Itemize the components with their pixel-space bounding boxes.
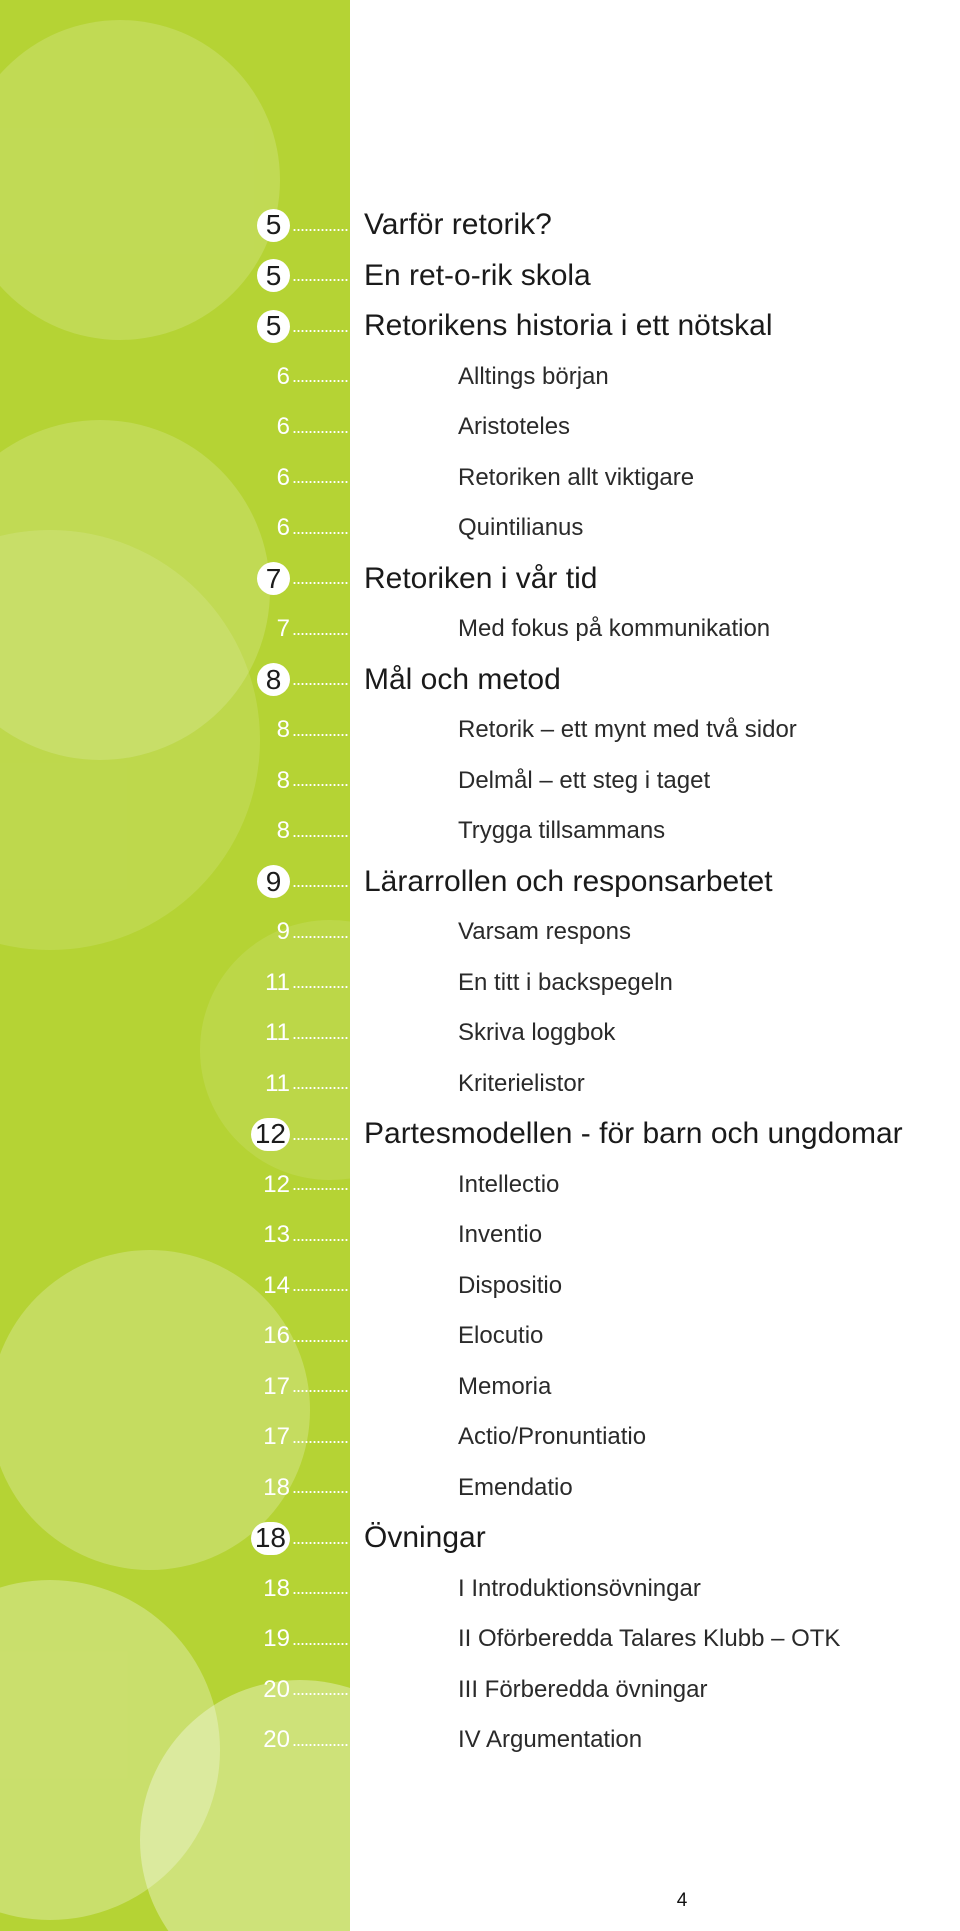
toc-leader-dots: .............. [291,265,348,286]
toc-leader-dots: .............. [291,1426,348,1447]
toc-leader-dots: .............. [291,416,348,437]
toc-entry-title: En titt i backspegeln [458,968,673,996]
toc-entry-title: Intellectio [458,1170,560,1198]
toc-page-number: 19 [263,1625,290,1653]
toc-subsection-entry[interactable] [0,756,960,807]
toc-leader-dots: .............. [291,366,348,387]
toc-leader-dots: .............. [291,1022,348,1043]
toc-leader-dots: .............. [291,1174,348,1195]
toc-subsection-entry[interactable] [0,402,960,453]
toc-subsection-entry[interactable] [0,1362,960,1413]
toc-leader-dots: .............. [291,315,348,336]
toc-entry-title: Emendatio [458,1473,573,1501]
toc-entry-title: Retoriken allt viktigare [458,463,695,491]
toc-entry-title: Elocutio [458,1322,544,1350]
toc-leader-dots: .............. [291,1325,348,1346]
toc-subsection-entry[interactable] [0,1715,960,1766]
toc-leader-dots: .............. [291,1073,348,1094]
toc-page-ref [180,503,348,554]
toc-page-ref [180,756,348,807]
toc-page-ref [180,857,348,908]
toc-entry-title: Alltings början [458,362,609,390]
toc-subsection-entry[interactable] [0,958,960,1009]
toc-subsection-entry[interactable] [0,1665,960,1716]
toc-page-number: 7 [276,615,290,643]
toc-subsection-entry[interactable] [0,705,960,756]
toc-page-number: 5 [257,310,290,343]
toc-page-number: 13 [263,1221,290,1249]
toc-entry-title: En ret-o-rik skola [364,258,591,292]
toc-entry-title: Lärarrollen och responsarbetet [364,864,773,898]
toc-leader-dots: .............. [291,719,348,740]
toc-entry-title: Trygga tillsammans [458,817,666,845]
toc-page-number: 7 [257,562,290,595]
toc-page-ref [180,1513,348,1564]
toc-page-ref [180,655,348,706]
toc-entry-title: Retoriken i vår tid [364,561,598,595]
toc-entry-title: Memoria [458,1372,552,1400]
toc-page-number: 8 [276,766,290,794]
toc-page-ref [180,1463,348,1514]
toc-entry-title: Partesmodellen - för barn och ungdomar [364,1117,903,1151]
toc-leader-dots: .............. [291,517,348,538]
toc-subsection-entry[interactable] [0,1614,960,1665]
toc-subsection-entry[interactable] [0,1008,960,1059]
toc-entry-title: Varför retorik? [364,208,552,242]
toc-page-ref [180,806,348,857]
toc-page-number: 9 [276,918,290,946]
toc-section-entry[interactable] [0,301,960,352]
toc-entry-title: Quintilianus [458,514,584,542]
toc-page-ref [180,958,348,1009]
toc-leader-dots: .............. [291,1376,348,1397]
toc-page-number: 18 [263,1574,290,1602]
toc-page-number: 6 [276,463,290,491]
toc-subsection-entry[interactable] [0,503,960,554]
toc-leader-dots: .............. [291,820,348,841]
toc-page-number: 17 [263,1372,290,1400]
toc-page-number: 11 [265,1019,290,1047]
toc-page-ref [180,1715,348,1766]
toc-entry-title: Aristoteles [458,413,571,441]
toc-page-ref [180,352,348,403]
toc-subsection-entry[interactable] [0,1311,960,1362]
toc-leader-dots: .............. [291,1679,348,1700]
toc-leader-dots: .............. [291,214,348,235]
toc-entry-title: Varsam respons [458,918,631,946]
toc-section-entry[interactable] [0,251,960,302]
toc-page-ref [180,1008,348,1059]
toc-page-number: 11 [265,968,290,996]
toc-subsection-entry[interactable] [0,1564,960,1615]
toc-subsection-entry[interactable] [0,1463,960,1514]
toc-page-ref [180,200,348,251]
toc-leader-dots: .............. [291,467,348,488]
toc-section-entry[interactable] [0,655,960,706]
toc-entry-title: Delmål – ett steg i taget [458,766,711,794]
toc-section-entry[interactable] [0,200,960,251]
toc-page-ref [180,1210,348,1261]
toc-page-ref [180,1614,348,1665]
toc-page-ref [180,1665,348,1716]
toc-subsection-entry[interactable] [0,1059,960,1110]
toc-leader-dots: .............. [291,770,348,791]
toc-entry-title: III Förberedda övningar [458,1675,708,1703]
toc-page-number: 18 [263,1473,290,1501]
toc-page-ref [180,1109,348,1160]
toc-entry-title: Övningar [364,1521,486,1555]
toc-page-number: 16 [263,1322,290,1350]
toc-leader-dots: .............. [291,1729,348,1750]
toc-page-number: 20 [263,1675,290,1703]
toc-leader-dots: .............. [291,1224,348,1245]
toc-leader-dots: .............. [291,669,348,690]
toc-page-ref [180,301,348,352]
toc-page-ref [180,453,348,504]
toc-subsection-entry[interactable] [0,1261,960,1312]
toc-entry-title: I Introduktionsövningar [458,1574,701,1602]
toc-leader-dots: .............. [291,972,348,993]
toc-page-ref [180,554,348,605]
toc-page-number: 11 [265,1069,290,1097]
toc-page-number: 8 [276,817,290,845]
toc-leader-dots: .............. [291,618,348,639]
toc-page-number: 6 [276,413,290,441]
toc-entry-title: II Oförberedda Talares Klubb – OTK [458,1625,841,1653]
toc-leader-dots: .............. [291,1578,348,1599]
toc-entry-title: Retorikens historia i ett nötskal [364,309,773,343]
toc-page-number: 18 [251,1522,290,1555]
toc-entry-title: IV Argumentation [458,1726,643,1754]
toc-page-ref [180,251,348,302]
toc-page-ref [180,402,348,453]
toc-leader-dots: .............. [291,1123,348,1144]
toc-page-ref [180,705,348,756]
toc-subsection-entry[interactable] [0,907,960,958]
toc-page-ref [180,604,348,655]
toc-entry-title: Med fokus på kommunikation [458,615,771,643]
toc-page-number: 17 [263,1423,290,1451]
toc-entry-title: Inventio [458,1221,543,1249]
toc-page-number: 8 [257,663,290,696]
toc-leader-dots: .............. [291,1527,348,1548]
toc-leader-dots: .............. [291,568,348,589]
toc-page-number: 5 [257,259,290,292]
toc-page-number: 5 [257,209,290,242]
toc-page-ref [180,1362,348,1413]
toc-page-ref [180,1564,348,1615]
toc-section-entry[interactable] [0,554,960,605]
toc-page-ref [180,1160,348,1211]
toc-subsection-entry[interactable] [0,1160,960,1211]
toc-entry-title: Actio/Pronuntiatio [458,1423,647,1451]
toc-page-number: 14 [263,1271,290,1299]
toc-section-entry[interactable] [0,1109,960,1160]
toc-entry-title: Dispositio [458,1271,563,1299]
toc-subsection-entry[interactable] [0,604,960,655]
toc-leader-dots: .............. [291,1628,348,1649]
toc-page-number: 6 [276,514,290,542]
toc-leader-dots: .............. [291,1275,348,1296]
toc-page-ref [180,1311,348,1362]
toc-page-number: 8 [276,716,290,744]
page-number: 4 [676,1890,688,1911]
toc-subsection-entry[interactable] [0,1210,960,1261]
toc-section-entry[interactable] [0,1513,960,1564]
toc-page-number: 6 [276,362,290,390]
toc-page-ref [180,907,348,958]
toc-page-number: 9 [257,865,290,898]
toc-entry-title: Retorik – ett mynt med två sidor [458,716,797,744]
toc-leader-dots: .............. [291,871,348,892]
toc-entry-title: Kriterielistor [458,1069,585,1097]
toc-leader-dots: .............. [291,921,348,942]
toc-page-ref [180,1412,348,1463]
toc-section-entry[interactable] [0,857,960,908]
table-of-contents [0,200,960,1766]
toc-page-number: 20 [263,1726,290,1754]
toc-subsection-entry[interactable] [0,453,960,504]
toc-page-ref [180,1261,348,1312]
toc-subsection-entry[interactable] [0,806,960,857]
toc-subsection-entry[interactable] [0,1412,960,1463]
toc-page-number: 12 [251,1118,290,1151]
toc-page-ref [180,1059,348,1110]
toc-entry-title: Mål och metod [364,662,561,696]
toc-entry-title: Skriva loggbok [458,1019,616,1047]
toc-page-number: 12 [263,1170,290,1198]
toc-subsection-entry[interactable] [0,352,960,403]
toc-leader-dots: .............. [291,1477,348,1498]
